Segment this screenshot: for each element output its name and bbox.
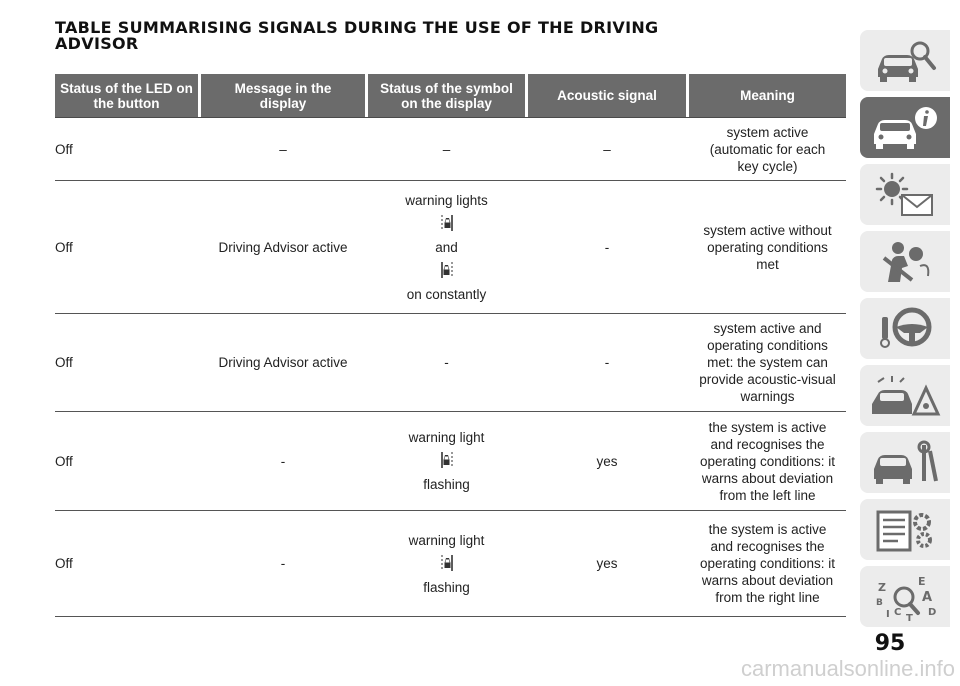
car-search-icon	[868, 35, 942, 87]
car-emergency-icon	[868, 370, 942, 422]
cell-led-status: Off	[55, 355, 73, 370]
svg-text:Z: Z	[878, 580, 886, 594]
tab-car-info[interactable]	[860, 97, 950, 158]
header-acoustic-signal: Acoustic signal	[528, 74, 686, 117]
cell-symbol-status: warning lights and on constantly	[405, 192, 488, 302]
page-number: 95	[874, 631, 906, 656]
svg-text:B: B	[876, 597, 883, 608]
svg-text:A: A	[922, 589, 933, 605]
cell-symbol-status: -	[444, 355, 449, 370]
lane-departure-right-icon	[440, 214, 454, 232]
cell-display-message: –	[279, 141, 287, 157]
cell-acoustic-signal: -	[604, 355, 610, 370]
table-row	[55, 412, 846, 511]
cell-symbol-status: –	[442, 141, 451, 157]
svg-text:D: D	[928, 606, 937, 618]
header-display-message: Message in the display	[201, 74, 365, 117]
page-title-line-2: ADVISOR	[55, 34, 139, 53]
tab-airbag-safety[interactable]	[860, 231, 950, 292]
cell-meaning: system active (automatic for each key cycle)	[709, 124, 826, 174]
tab-car-maintenance[interactable]	[860, 432, 950, 493]
svg-text:T: T	[906, 612, 913, 623]
table-row	[55, 314, 846, 412]
lane-departure-right-icon	[440, 554, 454, 572]
page-title-line-1: TABLE SUMMARISING SIGNALS DURING THE USE OF THE DRIVING	[55, 18, 659, 37]
cell-meaning: the system is active and recognises the operating conditions: it warns about deviation from the left line	[699, 419, 836, 503]
table-row	[55, 511, 846, 617]
lane-departure-left-icon	[440, 451, 454, 469]
technical-specs-icon	[868, 504, 942, 556]
lane-departure-left-icon	[440, 261, 454, 279]
cell-display-message: Driving Advisor active	[218, 239, 348, 255]
cell-symbol-status: warning light flashing	[408, 532, 485, 595]
signals-table	[55, 74, 846, 617]
chapter-tabs	[860, 30, 950, 633]
watermark: carmanualsonline.info	[740, 656, 955, 681]
car-maintenance-icon	[868, 437, 942, 489]
tab-steering-wheel[interactable]	[860, 298, 950, 359]
tab-car-search[interactable]	[860, 30, 950, 91]
cell-acoustic-signal: –	[603, 141, 611, 157]
svg-text:C: C	[894, 606, 902, 618]
svg-text:I: I	[886, 608, 890, 620]
table-row	[55, 118, 846, 181]
cell-led-status: Off	[55, 453, 73, 469]
tab-warning-lights[interactable]	[860, 164, 950, 225]
airbag-safety-icon	[868, 236, 942, 288]
page-title	[55, 20, 815, 52]
cell-symbol-status: warning light flashing	[408, 430, 485, 492]
svg-text:E: E	[918, 574, 926, 588]
table-header	[55, 74, 846, 118]
cell-acoustic-signal: yes	[596, 453, 618, 469]
tab-alphabetical-index[interactable]	[860, 566, 950, 627]
header-meaning: Meaning	[689, 74, 846, 117]
tab-car-emergency[interactable]	[860, 365, 950, 426]
table-row	[55, 181, 846, 314]
cell-display-message: -	[280, 453, 286, 469]
cell-display-message: -	[280, 556, 286, 571]
cell-led-status: Off	[55, 556, 73, 571]
cell-meaning: system active and operating conditions met: the system can provide acoustic-visual warnings	[699, 321, 836, 404]
cell-meaning: the system is active and recognises the operating conditions: it warns about deviation from the right line	[699, 522, 836, 605]
tab-technical-specs[interactable]	[860, 499, 950, 560]
cell-acoustic-signal: -	[604, 239, 610, 255]
cell-led-status: Off	[55, 239, 73, 255]
cell-meaning: system active without operating conditions met	[703, 222, 832, 272]
cell-display-message: Driving Advisor active	[218, 355, 348, 370]
steering-wheel-icon	[868, 303, 942, 355]
cell-acoustic-signal: yes	[596, 556, 618, 571]
warning-lights-icon	[868, 169, 942, 221]
header-symbol-status: Status of the symbol on the display	[368, 74, 525, 117]
cell-led-status: Off	[55, 141, 73, 157]
header-led-status: Status of the LED on the button	[55, 74, 198, 117]
alphabetical-index-icon	[868, 571, 942, 623]
car-info-icon	[868, 102, 942, 154]
